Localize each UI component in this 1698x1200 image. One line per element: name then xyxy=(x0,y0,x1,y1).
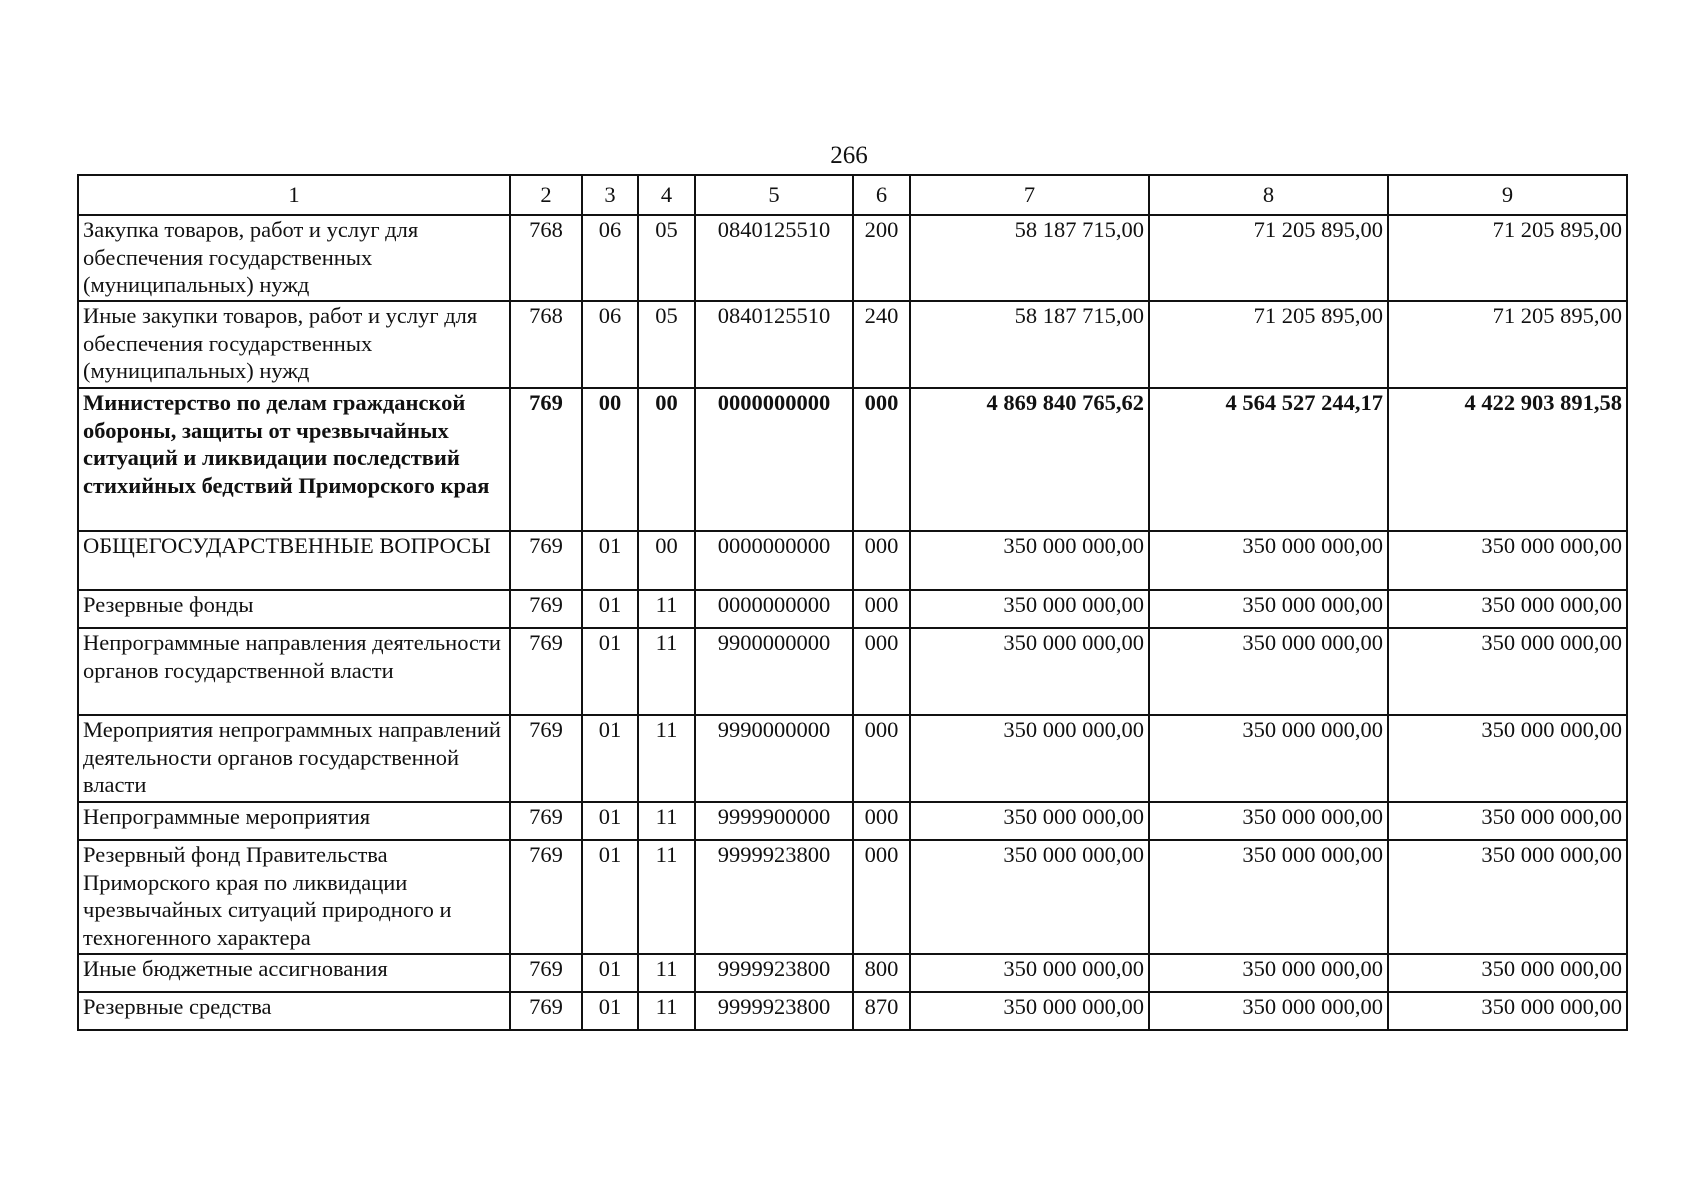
row-expense-type-code: 240 xyxy=(853,301,910,388)
row-subsection-code: 05 xyxy=(638,301,695,388)
row-amount-col8: 350 000 000,00 xyxy=(1149,802,1388,840)
row-amount-col9: 350 000 000,00 xyxy=(1388,531,1627,590)
row-amount-col7: 350 000 000,00 xyxy=(910,992,1149,1030)
row-expense-type-code: 870 xyxy=(853,992,910,1030)
table-row xyxy=(78,628,1627,715)
row-amount-col9: 350 000 000,00 xyxy=(1388,954,1627,992)
table-row xyxy=(78,531,1627,590)
col-header-5: 5 xyxy=(695,175,853,215)
col-header-6: 6 xyxy=(853,175,910,215)
row-amount-col9: 71 205 895,00 xyxy=(1388,215,1627,301)
row-expense-type-code: 800 xyxy=(853,954,910,992)
row-name: Закупка товаров, работ и услуг для обеспечения государственных (муниципальных) нужд xyxy=(78,215,510,301)
row-amount-col8: 350 000 000,00 xyxy=(1149,531,1388,590)
row-subsection-code: 11 xyxy=(638,840,695,954)
row-amount-col9: 350 000 000,00 xyxy=(1388,715,1627,802)
row-ministry-code: 769 xyxy=(510,840,582,954)
row-amount-col9: 350 000 000,00 xyxy=(1388,992,1627,1030)
row-amount-col7: 58 187 715,00 xyxy=(910,215,1149,301)
row-section-code: 01 xyxy=(582,628,638,715)
row-name: Мероприятия непрограммных направлений деятельности органов государственной власти xyxy=(78,715,510,802)
row-amount-col7: 350 000 000,00 xyxy=(910,590,1149,628)
col-header-8: 8 xyxy=(1149,175,1388,215)
column-number-row xyxy=(78,175,1627,215)
row-expense-type-code: 000 xyxy=(853,590,910,628)
row-section-code: 01 xyxy=(582,531,638,590)
row-amount-col9: 350 000 000,00 xyxy=(1388,840,1627,954)
row-amount-col7: 58 187 715,00 xyxy=(910,301,1149,388)
row-name: ОБЩЕГОСУДАРСТВЕННЫЕ ВОПРОСЫ xyxy=(78,531,510,590)
row-name: Резервные средства xyxy=(78,992,510,1030)
row-amount-col9: 350 000 000,00 xyxy=(1388,802,1627,840)
row-subsection-code: 00 xyxy=(638,531,695,590)
row-target-code: 0000000000 xyxy=(695,531,853,590)
row-ministry-code: 769 xyxy=(510,628,582,715)
row-subsection-code: 11 xyxy=(638,992,695,1030)
row-amount-col8: 350 000 000,00 xyxy=(1149,590,1388,628)
row-name: Резервный фонд Правительства Приморского края по ликвидации чрезвычайных ситуаций природного и техногенного характера xyxy=(78,840,510,954)
row-amount-col8: 350 000 000,00 xyxy=(1149,840,1388,954)
row-amount-col8: 350 000 000,00 xyxy=(1149,954,1388,992)
row-target-code: 0000000000 xyxy=(695,388,853,531)
col-header-9: 9 xyxy=(1388,175,1627,215)
row-name: Иные закупки товаров, работ и услуг для обеспечения государственных (муниципальных) нужд xyxy=(78,301,510,388)
row-amount-col8: 4 564 527 244,17 xyxy=(1149,388,1388,531)
row-amount-col8: 350 000 000,00 xyxy=(1149,715,1388,802)
row-subsection-code: 00 xyxy=(638,388,695,531)
row-ministry-code: 769 xyxy=(510,531,582,590)
row-ministry-code: 768 xyxy=(510,215,582,301)
row-amount-col8: 71 205 895,00 xyxy=(1149,301,1388,388)
row-amount-col9: 71 205 895,00 xyxy=(1388,301,1627,388)
row-amount-col8: 71 205 895,00 xyxy=(1149,215,1388,301)
table-row xyxy=(78,992,1627,1030)
table-row xyxy=(78,388,1627,531)
row-ministry-code: 768 xyxy=(510,301,582,388)
row-amount-col8: 350 000 000,00 xyxy=(1149,992,1388,1030)
col-header-7: 7 xyxy=(910,175,1149,215)
row-subsection-code: 11 xyxy=(638,802,695,840)
row-expense-type-code: 000 xyxy=(853,531,910,590)
col-header-1: 1 xyxy=(78,175,510,215)
row-ministry-code: 769 xyxy=(510,590,582,628)
row-amount-col9: 350 000 000,00 xyxy=(1388,590,1627,628)
table-row xyxy=(78,301,1627,388)
row-amount-col9: 350 000 000,00 xyxy=(1388,628,1627,715)
row-name: Непрограммные мероприятия xyxy=(78,802,510,840)
row-section-code: 01 xyxy=(582,802,638,840)
row-section-code: 01 xyxy=(582,715,638,802)
row-target-code: 0000000000 xyxy=(695,590,853,628)
row-ministry-code: 769 xyxy=(510,388,582,531)
row-expense-type-code: 000 xyxy=(853,628,910,715)
row-amount-col7: 350 000 000,00 xyxy=(910,531,1149,590)
row-section-code: 01 xyxy=(582,992,638,1030)
table-row xyxy=(78,802,1627,840)
row-section-code: 06 xyxy=(582,215,638,301)
page-number-text: 266 xyxy=(830,142,868,169)
row-name: Иные бюджетные ассигнования xyxy=(78,954,510,992)
row-expense-type-code: 000 xyxy=(853,802,910,840)
row-target-code: 0840125510 xyxy=(695,215,853,301)
row-target-code: 9900000000 xyxy=(695,628,853,715)
table-row xyxy=(78,954,1627,992)
row-name: Непрограммные направления деятельности органов государственной власти xyxy=(78,628,510,715)
row-subsection-code: 11 xyxy=(638,954,695,992)
budget-table xyxy=(77,174,1628,1031)
row-target-code: 9999923800 xyxy=(695,840,853,954)
row-expense-type-code: 000 xyxy=(853,715,910,802)
row-target-code: 9999923800 xyxy=(695,954,853,992)
row-name: Резервные фонды xyxy=(78,590,510,628)
row-target-code: 9999923800 xyxy=(695,992,853,1030)
row-target-code: 9990000000 xyxy=(695,715,853,802)
row-amount-col8: 350 000 000,00 xyxy=(1149,628,1388,715)
row-section-code: 01 xyxy=(582,590,638,628)
row-target-code: 0840125510 xyxy=(695,301,853,388)
row-ministry-code: 769 xyxy=(510,992,582,1030)
table-row xyxy=(78,590,1627,628)
row-section-code: 01 xyxy=(582,840,638,954)
page-number xyxy=(0,141,1698,171)
row-target-code: 9999900000 xyxy=(695,802,853,840)
col-header-3: 3 xyxy=(582,175,638,215)
col-header-4: 4 xyxy=(638,175,695,215)
row-amount-col9: 4 422 903 891,58 xyxy=(1388,388,1627,531)
row-amount-col7: 4 869 840 765,62 xyxy=(910,388,1149,531)
table-row xyxy=(78,715,1627,802)
row-amount-col7: 350 000 000,00 xyxy=(910,802,1149,840)
table-row xyxy=(78,215,1627,301)
row-ministry-code: 769 xyxy=(510,954,582,992)
row-amount-col7: 350 000 000,00 xyxy=(910,715,1149,802)
row-subsection-code: 11 xyxy=(638,590,695,628)
row-name: Министерство по делам гражданской обороны, защиты от чрезвычайных ситуаций и ликвидации последствий стихийных бедствий Приморского края xyxy=(78,388,510,531)
row-ministry-code: 769 xyxy=(510,715,582,802)
row-ministry-code: 769 xyxy=(510,802,582,840)
row-expense-type-code: 000 xyxy=(853,388,910,531)
table-row xyxy=(78,840,1627,954)
row-section-code: 00 xyxy=(582,388,638,531)
row-expense-type-code: 000 xyxy=(853,840,910,954)
row-subsection-code: 11 xyxy=(638,628,695,715)
row-amount-col7: 350 000 000,00 xyxy=(910,840,1149,954)
row-expense-type-code: 200 xyxy=(853,215,910,301)
row-subsection-code: 05 xyxy=(638,215,695,301)
row-section-code: 06 xyxy=(582,301,638,388)
row-amount-col7: 350 000 000,00 xyxy=(910,954,1149,992)
row-section-code: 01 xyxy=(582,954,638,992)
row-amount-col7: 350 000 000,00 xyxy=(910,628,1149,715)
row-subsection-code: 11 xyxy=(638,715,695,802)
col-header-2: 2 xyxy=(510,175,582,215)
